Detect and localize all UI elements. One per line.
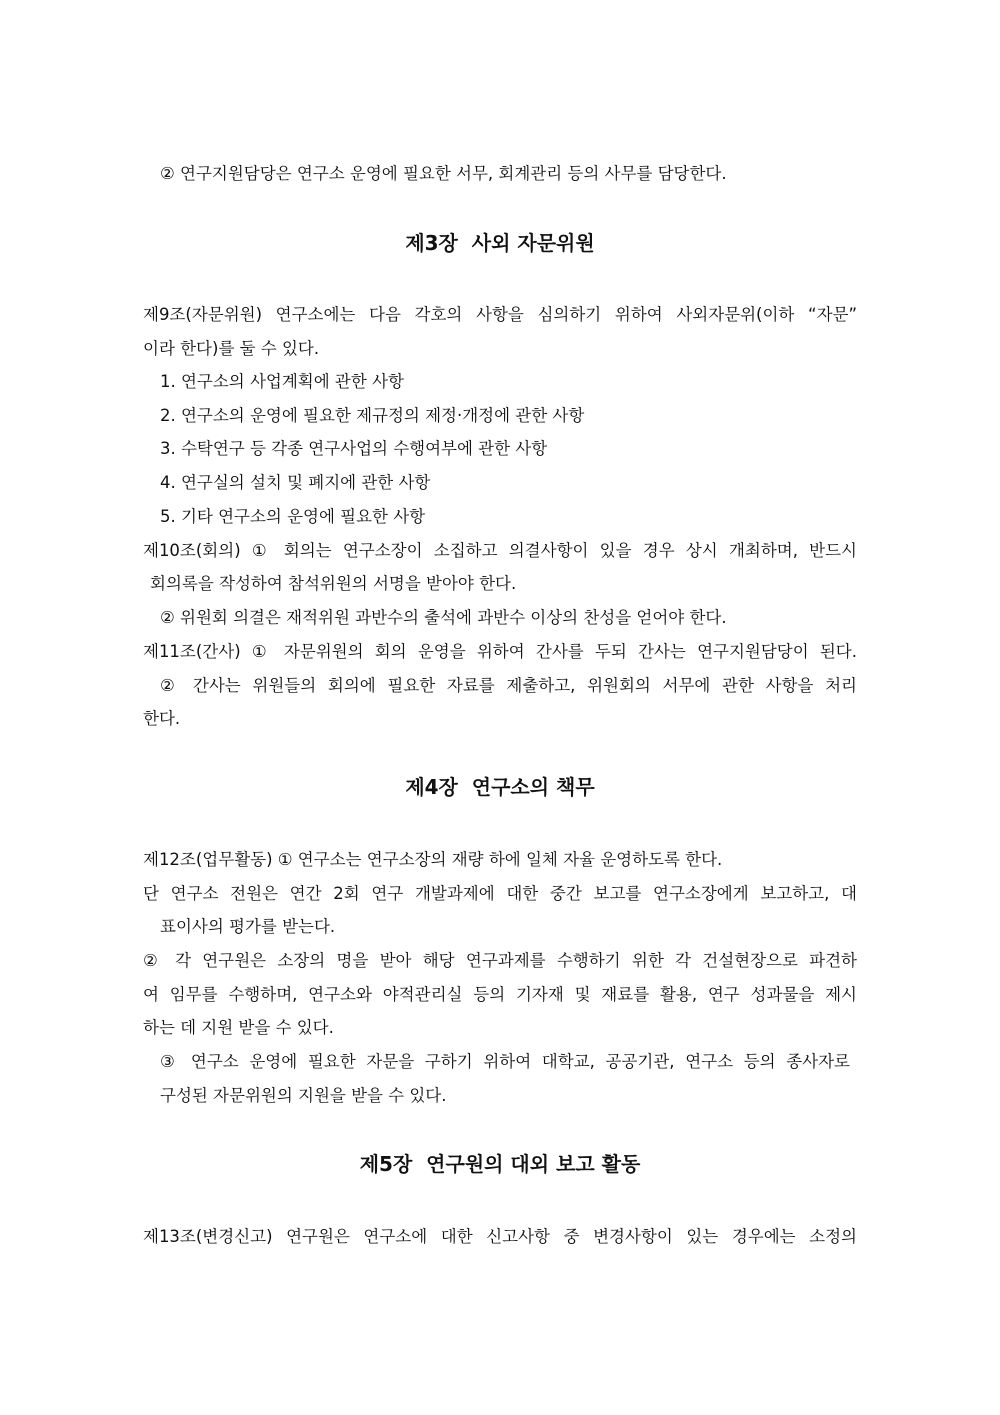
- article-11-line-2: ② 간사는 위원들의 회의에 필요한 자료를 제출하고, 위원회의 서무에 관한 사항을 처리: [160, 676, 857, 695]
- article-12-line-1: 제12조(업무활동) ① 연구소는 연구소장의 재량 하에 일체 자율 운영하도록 한다.: [143, 850, 723, 869]
- article-12-line-2: 단 연구소 전원은 연간 2회 연구 개발과제에 대한 중간 보고를 연구소장에게 보고하고, 대: [143, 884, 857, 903]
- article-12-line-7: ③ 연구소 운영에 필요한 자문을 구하기 위하여 대학교, 공공기관, 연구소 등의 종사자로: [160, 1052, 850, 1071]
- article-12-line-5: 여 임무를 수행하며, 연구소와 야적관리실 등의 기자재 및 재료를 활용, 연구 성과물을 제시: [143, 985, 857, 1004]
- article-9-item-5: 5. 기타 연구소의 운영에 필요한 사항: [160, 507, 426, 526]
- article-9-item-2: 2. 연구소의 운영에 필요한 제규정의 제정·개정에 관한 사항: [160, 406, 585, 425]
- article-10-line-2: 회의록을 작성하여 참석위원의 서명을 받아야 한다.: [150, 574, 517, 593]
- chapter-3-heading: 제3장 사외 자문위원: [405, 231, 595, 255]
- article-9-item-1: 1. 연구소의 사업계획에 관한 사항: [160, 372, 404, 391]
- chapter-4-heading: 제4장 연구소의 책무: [405, 775, 595, 799]
- paragraph-research-support: ② 연구지원담당은 연구소 운영에 필요한 서무, 회계관리 등의 사무를 담당한다.: [160, 164, 727, 183]
- article-12-line-3: 표이사의 평가를 받는다.: [160, 917, 336, 936]
- chapter-5-heading: 제5장 연구원의 대외 보고 활동: [359, 1152, 641, 1176]
- article-9-line-2: 이라 한다)를 둘 수 있다.: [143, 339, 320, 358]
- article-9-line-1: 제9조(자문위원) 연구소에는 다음 각호의 사항을 심의하기 위하여 사외자문위(이하 “자문”: [143, 305, 857, 324]
- article-11-line-1: 제11조(간사) ① 자문위원의 회의 운영을 위하여 간사를 두되 간사는 연구지원담당이 된다.: [143, 642, 857, 661]
- article-11-line-3: 한다.: [143, 709, 181, 728]
- article-13-line-1: 제13조(변경신고) 연구원은 연구소에 대한 신고사항 중 변경사항이 있는 경우에는 소정의: [143, 1227, 857, 1246]
- article-9-item-3: 3. 수탁연구 등 각종 연구사업의 수행여부에 관한 사항: [160, 439, 548, 458]
- article-12-line-8: 구성된 자문위원의 지원을 받을 수 있다.: [160, 1086, 447, 1105]
- article-12-line-4: ② 각 연구원은 소장의 명을 받아 해당 연구과제를 수행하기 위한 각 건설현장으로 파견하: [143, 951, 857, 970]
- article-10-line-1: 제10조(회의) ① 회의는 연구소장이 소집하고 의결사항이 있을 경우 상시 개최하며, 반드시: [143, 541, 857, 560]
- article-10-line-3: ② 위원회 의결은 재적위원 과반수의 출석에 과반수 이상의 찬성을 얻어야 한다.: [160, 608, 727, 627]
- article-12-line-6: 하는 데 지원 받을 수 있다.: [143, 1018, 334, 1037]
- article-9-item-4: 4. 연구실의 설치 및 폐지에 관한 사항: [160, 473, 431, 492]
